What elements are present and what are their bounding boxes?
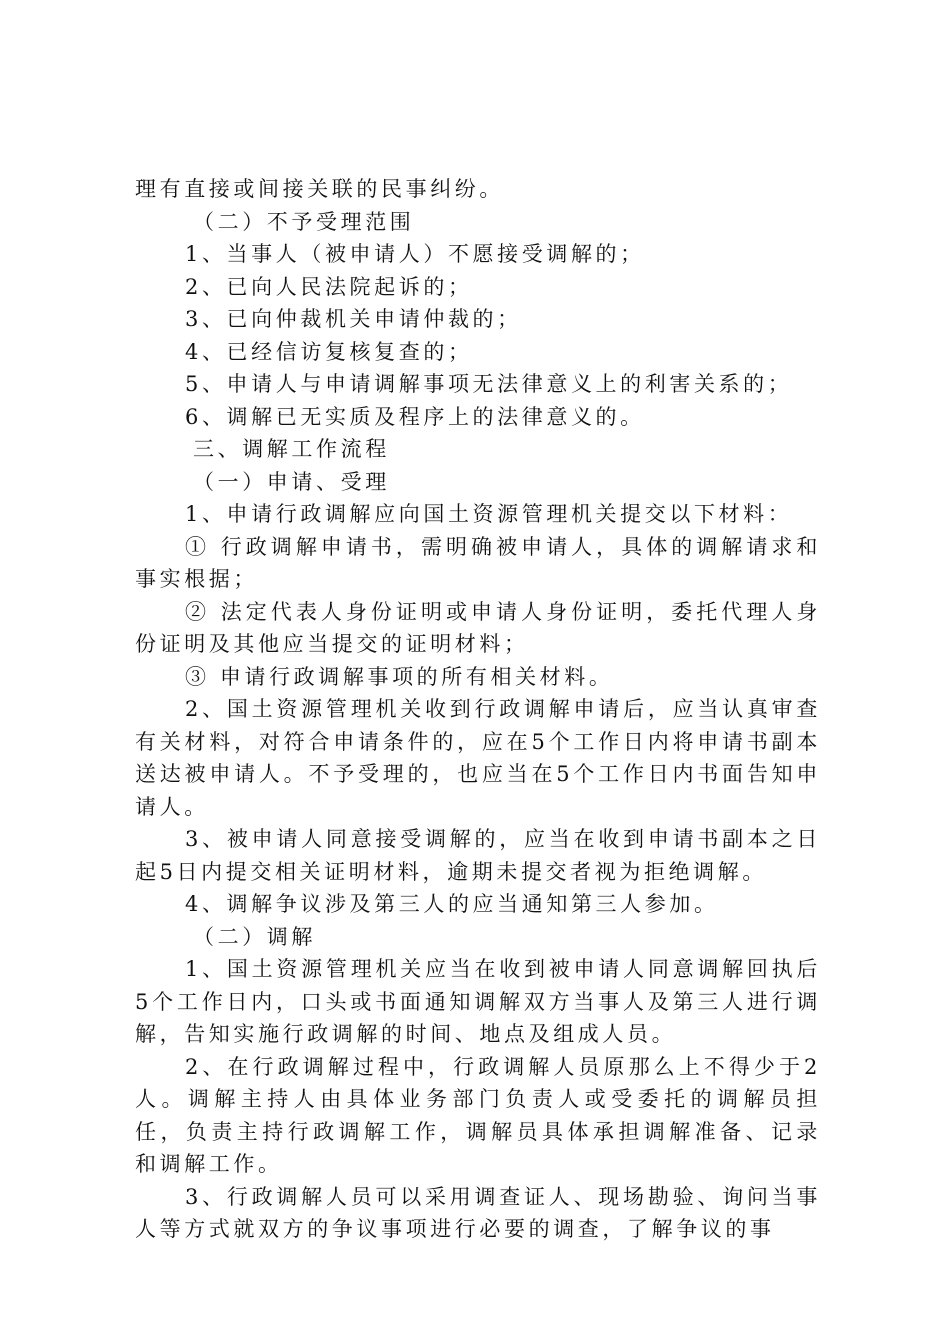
subsection-1-paragraph: 4、调解争议涉及第三人的应当通知第三人参加。 [185,892,719,916]
not-accepted-item: 6、调解已无实质及程序上的法律意义的。 [185,404,645,429]
not-accepted-item: 5、申请人与申请调解事项无法律意义上的利害关系的； [185,372,793,396]
subsection-1-paragraph: 1、申请行政调解应向国土资源管理机关提交以下材料： [185,502,793,526]
not-accepted-item: 1、当事人（被申请人）不愿接受调解的； [185,242,645,266]
subsection-1-paragraph: 3、被申请人同意接受调解的，应当在收到申请书副本之日起5日内提交相关证明材料，逾期未提交者视为拒绝调解。 [135,827,821,884]
section-not-accepted-heading: （二）不予受理范围 [193,209,415,234]
subsection-1-heading: （一）申请、受理 [193,469,390,494]
chapter-heading: 三、调解工作流程 [193,437,390,461]
not-accepted-item: 2、已向人民法院起诉的； [185,274,473,299]
subsection-2-heading: （二）调解 [193,924,316,949]
subsection-1-paragraph: ② 法定代表人身份证明或申请人身份证明，委托代理人身份证明及其他应当提交的证明材料； [135,599,821,656]
continuation-paragraph: 理有直接或间接关联的民事纠纷。 [135,177,504,201]
subsection-2-paragraph: 1、国土资源管理机关应当在收到被申请人同意调解回执后5个工作日内，口头或书面通知调解双方当事人及第三人进行调解，告知实施行政调解的时间、地点及组成人员。 [135,957,821,1046]
subsection-1-paragraph: 2、国土资源管理机关收到行政调解申请后，应当认真审查有关材料，对符合申请条件的，应在5个工作日内将申请书副本送达被申请人。不予受理的，也应当在5个工作日内书面告知申请人。 [135,697,821,819]
subsection-1-paragraph: ① 行政调解申请书，需明确被申请人，具体的调解请求和事实根据； [135,534,821,591]
not-accepted-item: 3、已向仲裁机关申请仲裁的； [185,307,522,331]
document-body [135,173,821,1246]
not-accepted-item: 4、已经信访复核复查的； [185,339,473,364]
subsection-2-paragraph: 2、在行政调解过程中，行政调解人员原那么上不得少于2人。调解主持人由具体业务部门负责人或受委托的调解员担任，负责主持行政调解工作，调解员具体承担调解准备、记录和调解工作。 [135,1054,821,1176]
subsection-1-paragraph: ③ 申请行政调解事项的所有相关材料。 [185,664,614,689]
subsection-2-paragraph: 3、行政调解人员可以采用调查证人、现场勘验、询问当事人等方式就双方的争议事项进行必要的调查，了解争议的事 [135,1184,821,1241]
